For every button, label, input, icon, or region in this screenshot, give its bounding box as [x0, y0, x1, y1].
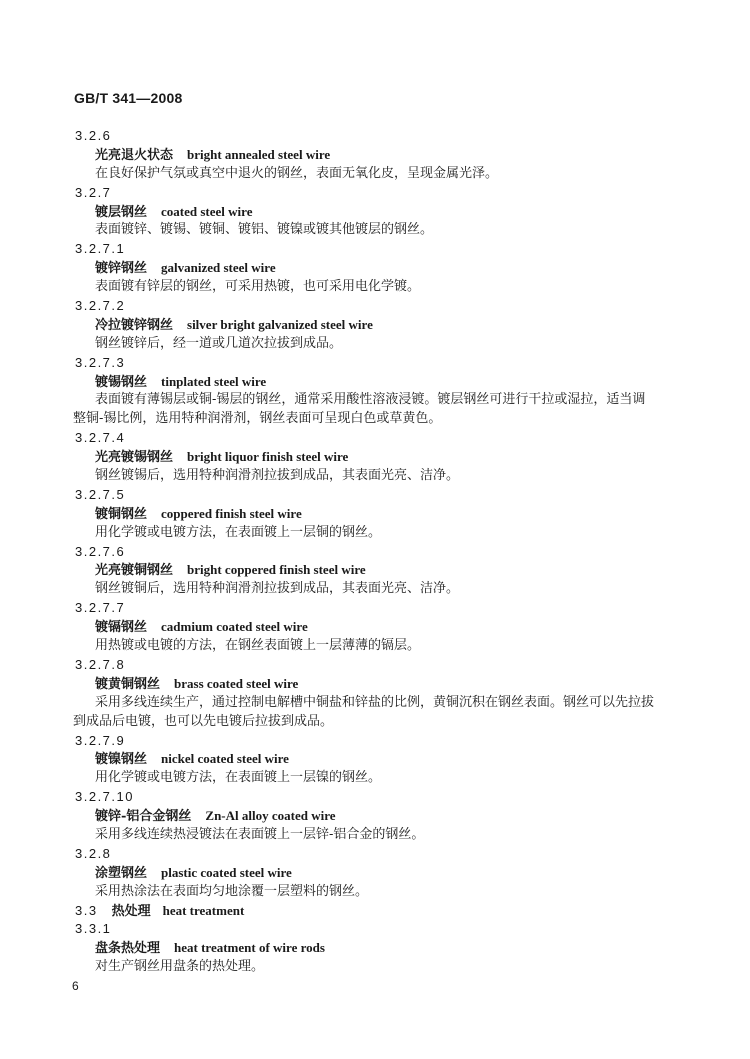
term-english: bright coppered finish steel wire: [187, 562, 366, 578]
clause-number: 3.2.7: [75, 184, 112, 200]
clause-number: 3.3.1: [75, 921, 112, 937]
term-chinese: 镀铜钢丝: [95, 506, 148, 522]
term-english: coated steel wire: [161, 203, 253, 219]
term-english: bright liquor finish steel wire: [187, 449, 349, 465]
term-line: [0, 373, 750, 392]
term-line: [0, 316, 750, 335]
clause-number: 3.2.7.9: [75, 732, 126, 748]
term-chinese: 盘条热处理: [95, 941, 161, 957]
term-english: cadmium coated steel wire: [161, 619, 308, 635]
definition-text: 采用热涂法在表面均匀地涂覆一层塑料的钢丝。: [95, 883, 369, 899]
term-line: [0, 807, 750, 826]
clause-number: 3.2.7.6: [75, 543, 126, 559]
clause-number: 3.2.7.2: [75, 298, 126, 314]
section-heading: [0, 902, 750, 921]
term-chinese: 光亮镀锡钢丝: [95, 450, 174, 466]
term-chinese: 光亮退火状态: [95, 147, 174, 163]
clause-number: 3.2.7.1: [75, 241, 126, 257]
clause-number: 3.2.7.10: [75, 789, 134, 805]
term-line: [0, 448, 750, 467]
term-line: [0, 939, 750, 958]
term-chinese: 镀黄铜钢丝: [95, 676, 161, 692]
definition-continuation: 整铜-锡比例，选用特种润滑剂，钢丝表面可呈现白色或草黄色。: [73, 411, 442, 427]
term-line: [0, 750, 750, 769]
definition-text: 采用多线连续生产，通过控制电解槽中铜盐和锌盐的比例，黄铜沉积在钢丝表面。钢丝可以先拉拔: [95, 694, 655, 710]
term-line: [0, 259, 750, 278]
page-number: 6: [72, 979, 79, 993]
term-english: galvanized steel wire: [161, 260, 276, 276]
term-english: plastic coated steel wire: [161, 864, 292, 880]
definition-text: 钢丝镀锌后，经一道或几道次拉拔到成品。: [95, 335, 343, 351]
term-english: Zn-Al alloy coated wire: [205, 808, 336, 824]
definition-text: 采用多线连续热浸镀法在表面镀上一层锌-铝合金的钢丝。: [95, 826, 425, 842]
clause-number: 3.2.8: [75, 845, 112, 861]
definition-text: 在良好保护气氛或真空中退火的钢丝，表面无氧化皮，呈现金属光泽。: [95, 165, 499, 181]
term-chinese: 涂塑钢丝: [95, 865, 148, 881]
term-line: [0, 618, 750, 637]
term-english: silver bright galvanized steel wire: [187, 316, 373, 332]
definition-text: 钢丝镀锡后，选用特种润滑剂拉拔到成品，其表面光亮、洁净。: [95, 468, 460, 484]
term-english: coppered finish steel wire: [161, 505, 302, 521]
term-line: [0, 505, 750, 524]
clause-number: 3.2.7.5: [75, 486, 126, 502]
definition-text: 用化学镀或电镀方法，在表面镀上一层镍的钢丝。: [95, 770, 382, 786]
term-line: [0, 561, 750, 580]
section-title-english: heat treatment: [162, 902, 245, 918]
section-number: 3.3: [75, 902, 98, 918]
term-english: bright annealed steel wire: [187, 146, 331, 162]
term-english: nickel coated steel wire: [161, 751, 289, 767]
term-line: [0, 203, 750, 222]
definition-continuation: 到成品后电镀，也可以先电镀后拉拔到成品。: [73, 713, 334, 729]
definition-text: 表面镀有薄锡层或铜-锡层的钢丝，通常采用酸性溶液浸镀。镀层钢丝可进行干拉或湿拉，适当调: [95, 392, 646, 408]
clause-number: 3.2.7.4: [75, 430, 126, 446]
term-english: heat treatment of wire rods: [174, 940, 325, 956]
term-chinese: 镀锌钢丝: [95, 261, 148, 277]
definition-text: 表面镀锌、镀锡、镀铜、镀铝、镀镍或镀其他镀层的钢丝。: [95, 222, 434, 238]
definition-text: 表面镀有锌层的钢丝，可采用热镀，也可采用电化学镀。: [95, 279, 421, 295]
term-chinese: 镀锌-铝合金钢丝: [95, 809, 192, 825]
term-chinese: 镀镉钢丝: [95, 620, 148, 636]
clause-number: 3.2.7.7: [75, 600, 126, 616]
clause-number: 3.2.7.8: [75, 656, 126, 672]
term-english: tinplated steel wire: [161, 373, 267, 389]
clause-number: 3.2.6: [75, 128, 112, 143]
standard-code: GB/T 341—2008: [74, 90, 183, 106]
term-chinese: 镀镍钢丝: [95, 752, 148, 768]
term-chinese: 光亮镀铜钢丝: [95, 563, 174, 579]
section-title-chinese: 热处理: [111, 903, 151, 919]
clause-number: 3.2.7.3: [75, 354, 126, 370]
document-body: [0, 127, 750, 977]
definition-text: 钢丝镀铜后，选用特种润滑剂拉拔到成品，其表面光亮、洁净。: [95, 581, 460, 597]
term-line: [0, 146, 750, 165]
term-line: [0, 864, 750, 883]
term-line: [0, 675, 750, 694]
term-english: brass coated steel wire: [174, 675, 299, 691]
definition-text: 用化学镀或电镀方法，在表面镀上一层铜的钢丝。: [95, 524, 382, 540]
term-chinese: 镀层钢丝: [95, 204, 148, 220]
term-chinese: 冷拉镀锌钢丝: [95, 317, 174, 333]
definition-text: 用热镀或电镀的方法，在钢丝表面镀上一层薄薄的镉层。: [95, 638, 421, 654]
definition-text: 对生产钢丝用盘条的热处理。: [95, 959, 265, 975]
term-chinese: 镀锡钢丝: [95, 374, 148, 390]
